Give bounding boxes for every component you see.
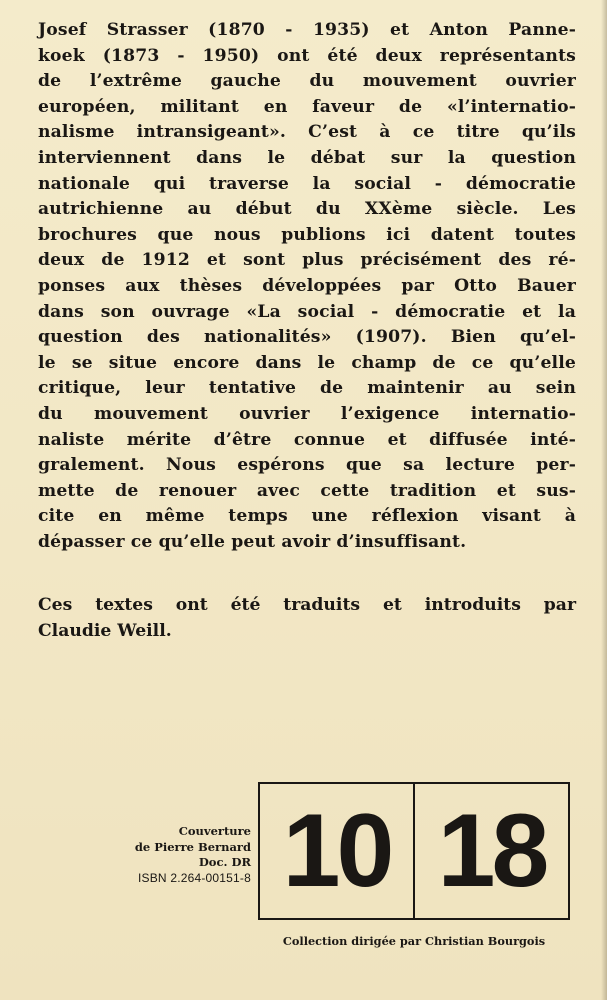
cover-credit-line: de Pierre Bernard xyxy=(134,839,251,854)
cover-credit-line: Couverture xyxy=(178,824,251,838)
page-edge-shadow xyxy=(601,0,607,1000)
blurb-line: critique, leur tentative de maintenir au sein xyxy=(38,378,576,399)
blurb-line: gralement. Nous espérons que sa lecture per- xyxy=(38,455,576,476)
translation-line: Ces textes ont été traduits et introduits par xyxy=(38,595,576,615)
blurb-line: deux de 1912 et sont plus précisément des ré- xyxy=(38,250,576,271)
blurb-line: cite en même temps une réflexion visant à xyxy=(38,506,576,527)
blurb-line: du mouvement ouvrier l’exigence internatio- xyxy=(38,403,576,424)
cover-credits xyxy=(135,824,251,886)
logo-number-right: 18 xyxy=(437,793,546,909)
isbn: ISBN 2.264-00151-8 xyxy=(137,870,251,885)
blurb-line: brochures que nous publions ici datent toutes xyxy=(38,224,576,245)
collection-editor: Collection dirigée par Christian Bourgois xyxy=(282,934,546,948)
blurb-line: nalisme intransigeant». C’est à ce titre qu’ils xyxy=(38,122,576,143)
blurb-line: européen, militant en faveur de «l’internatio- xyxy=(38,96,576,117)
translation-note xyxy=(38,593,576,644)
cover-credit-line: Doc. DR xyxy=(198,855,251,869)
blurb-line: dans son ouvrage «La social - démocratie et la xyxy=(38,301,576,322)
publisher-logo-10-18 xyxy=(258,782,570,920)
blurb-line: autrichienne au début du XXème siècle. Les xyxy=(38,199,576,220)
blurb-line: Josef Strasser (1870 - 1935) et Anton Panne- xyxy=(38,20,576,40)
blurb-line: koek (1873 - 1950) ont été deux représentants xyxy=(38,45,576,66)
blurb-line: interviennent dans le débat sur la question xyxy=(38,147,576,168)
blurb-paragraph xyxy=(38,18,576,555)
blurb-line: ponses aux thèses développées par Otto Bauer xyxy=(38,275,576,296)
translation-line: Claudie Weill. xyxy=(38,620,172,641)
blurb-line: mette de renouer avec cette tradition et sus- xyxy=(38,480,576,501)
blurb-line: question des nationalités» (1907). Bien qu’el- xyxy=(38,327,576,348)
blurb-line: le se situe encore dans le champ de ce qu’elle xyxy=(38,352,576,373)
blurb-line: dépasser ce qu’elle peut avoir d’insuffisant. xyxy=(38,531,467,552)
blurb-line: de l’extrême gauche du mouvement ouvrier xyxy=(38,71,576,92)
blurb-line: nationale qui traverse la social - démocratie xyxy=(38,173,576,194)
blurb-line: naliste mérite d’être connue et diffusée inté- xyxy=(38,429,576,450)
logo-number-left: 10 xyxy=(260,784,415,918)
